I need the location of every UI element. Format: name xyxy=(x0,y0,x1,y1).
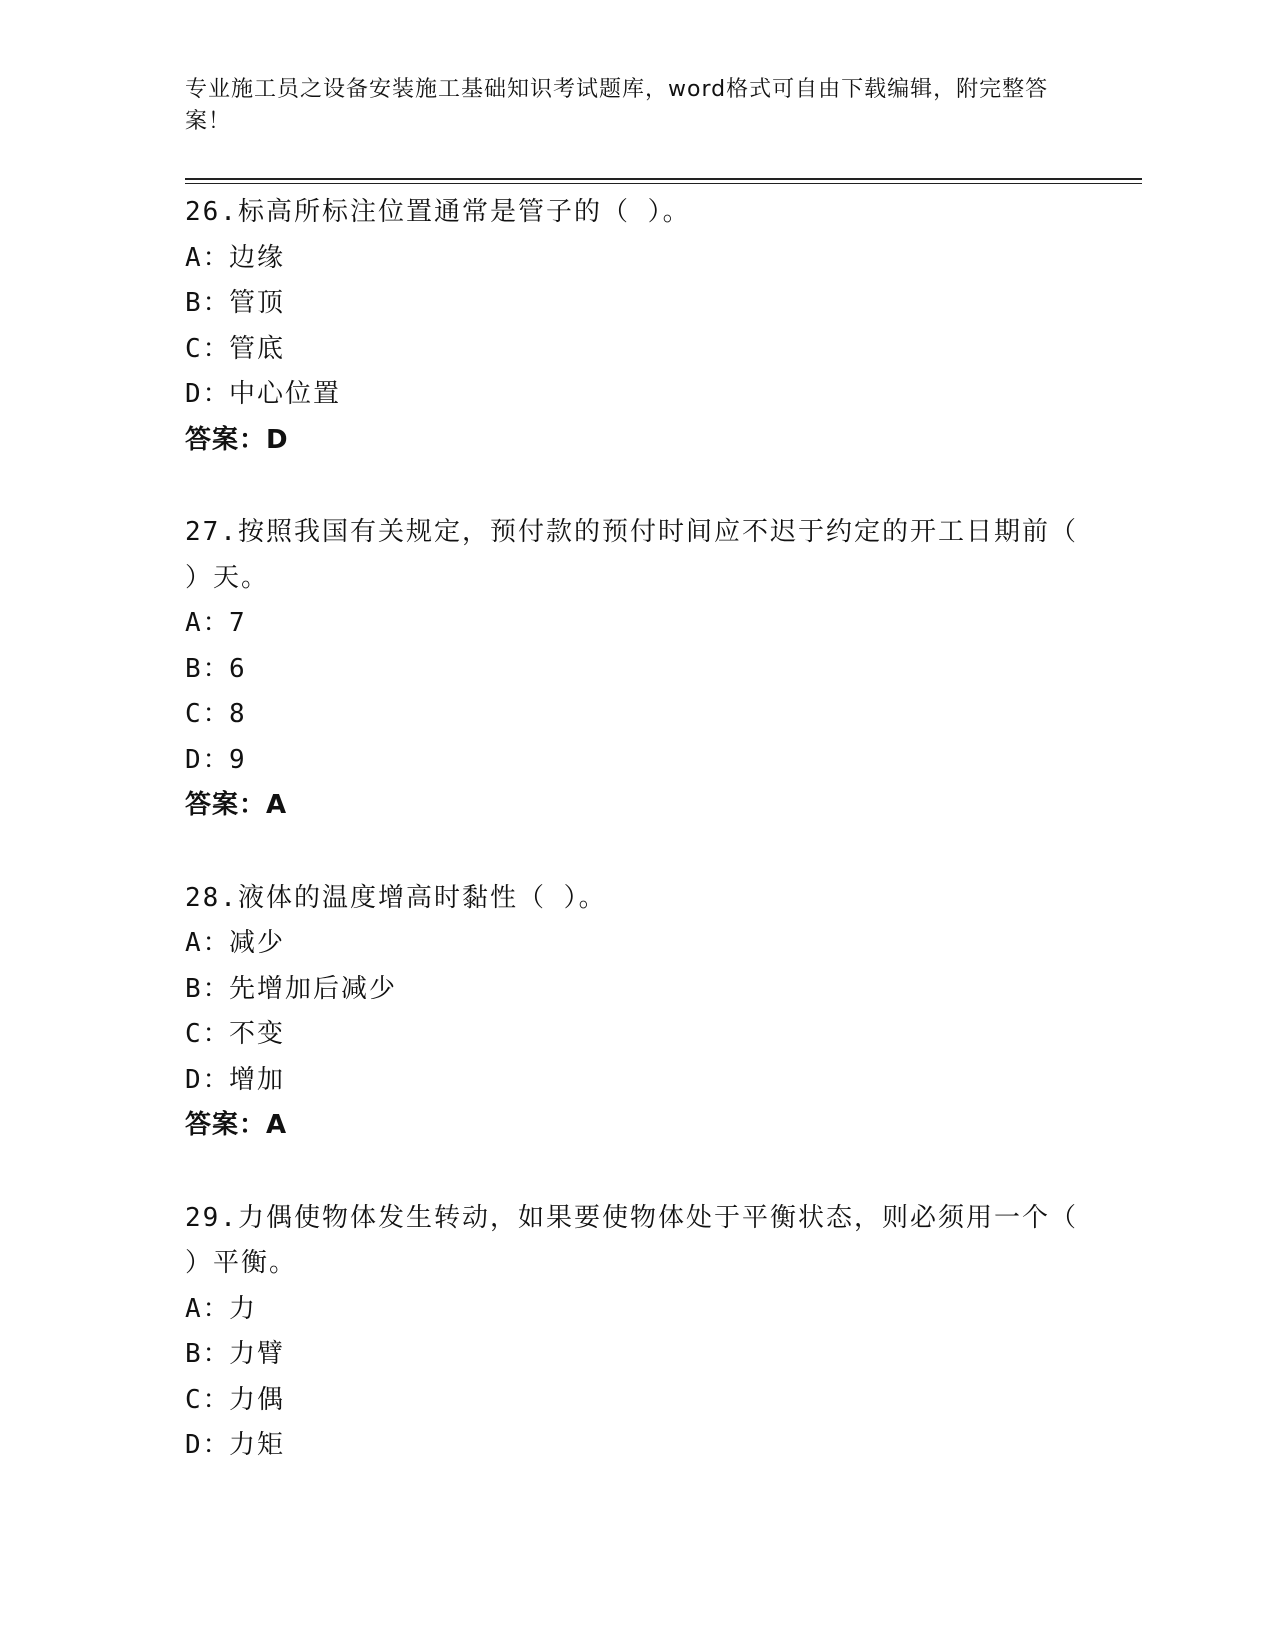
option-text: 中心位置 xyxy=(229,379,342,409)
option-b xyxy=(185,647,1085,693)
option-text: 管顶 xyxy=(229,288,286,318)
option-key: A： xyxy=(185,1293,231,1324)
question-item xyxy=(185,190,1085,463)
option-key: B： xyxy=(185,973,231,1004)
question-stem: 26.标高所标注位置通常是管子的（ ）。 xyxy=(185,197,691,227)
header-divider-thick xyxy=(185,178,1142,180)
option-b xyxy=(185,281,1085,327)
option-key: B： xyxy=(185,288,231,318)
option-key: A： xyxy=(185,242,231,273)
option-text: 力 xyxy=(229,1293,258,1324)
option-a xyxy=(185,921,1085,967)
option-text: 增加 xyxy=(229,1064,286,1095)
option-c xyxy=(185,1378,1085,1424)
option-key: D： xyxy=(185,379,231,409)
option-d xyxy=(185,372,1085,418)
option-d xyxy=(185,738,1085,784)
option-text: 力偶 xyxy=(229,1384,286,1415)
option-key: D： xyxy=(185,744,231,775)
question-stem: 27.按照我国有关规定，预付款的预付时间应不迟于约定的开工日期前（ ）天。 xyxy=(185,517,1078,593)
option-b xyxy=(185,967,1085,1013)
answer-line: 答案：D xyxy=(185,424,289,455)
document-header: 专业施工员之设备安装施工基础知识考试题库，word格式可自由下载编辑，附完整答案！ xyxy=(185,77,1049,134)
question-stem: 28.液体的温度增高时黏性（ ）。 xyxy=(185,882,607,913)
option-key: C： xyxy=(185,699,231,729)
option-key: B： xyxy=(185,1339,231,1369)
question-list xyxy=(185,190,1085,1516)
option-a xyxy=(185,601,1085,647)
question-item xyxy=(185,510,1085,829)
question-item xyxy=(185,1196,1085,1469)
option-key: A： xyxy=(185,608,231,638)
answer-line: 答案：A xyxy=(185,1110,288,1140)
option-text: 7 xyxy=(229,608,247,638)
option-b xyxy=(185,1332,1085,1378)
option-text: 边缘 xyxy=(229,242,286,273)
option-text: 力臂 xyxy=(229,1339,286,1369)
option-c xyxy=(185,327,1085,373)
option-key: B： xyxy=(185,653,231,684)
option-text: 9 xyxy=(229,744,247,775)
option-text: 8 xyxy=(229,699,247,729)
option-text: 力矩 xyxy=(229,1430,286,1460)
option-key: A： xyxy=(185,928,231,958)
header-divider-thin xyxy=(185,183,1142,184)
option-key: D： xyxy=(185,1430,231,1460)
option-key: D： xyxy=(185,1064,231,1095)
question-stem: 29.力偶使物体发生转动，如果要使物体处于平衡状态，则必须用一个（ ）平衡。 xyxy=(185,1202,1078,1278)
option-text: 先增加后减少 xyxy=(229,973,398,1004)
option-d xyxy=(185,1423,1085,1469)
question-item xyxy=(185,876,1085,1149)
option-text: 管底 xyxy=(229,333,286,364)
option-key: C： xyxy=(185,1384,231,1415)
option-key: C： xyxy=(185,1019,231,1049)
option-c xyxy=(185,1012,1085,1058)
option-d xyxy=(185,1058,1085,1104)
option-text: 6 xyxy=(229,653,247,684)
option-key: C： xyxy=(185,333,231,364)
option-a xyxy=(185,236,1085,282)
option-text: 减少 xyxy=(229,928,286,958)
option-text: 不变 xyxy=(229,1019,286,1049)
option-a xyxy=(185,1287,1085,1333)
option-c xyxy=(185,692,1085,738)
answer-line: 答案：A xyxy=(185,790,288,820)
